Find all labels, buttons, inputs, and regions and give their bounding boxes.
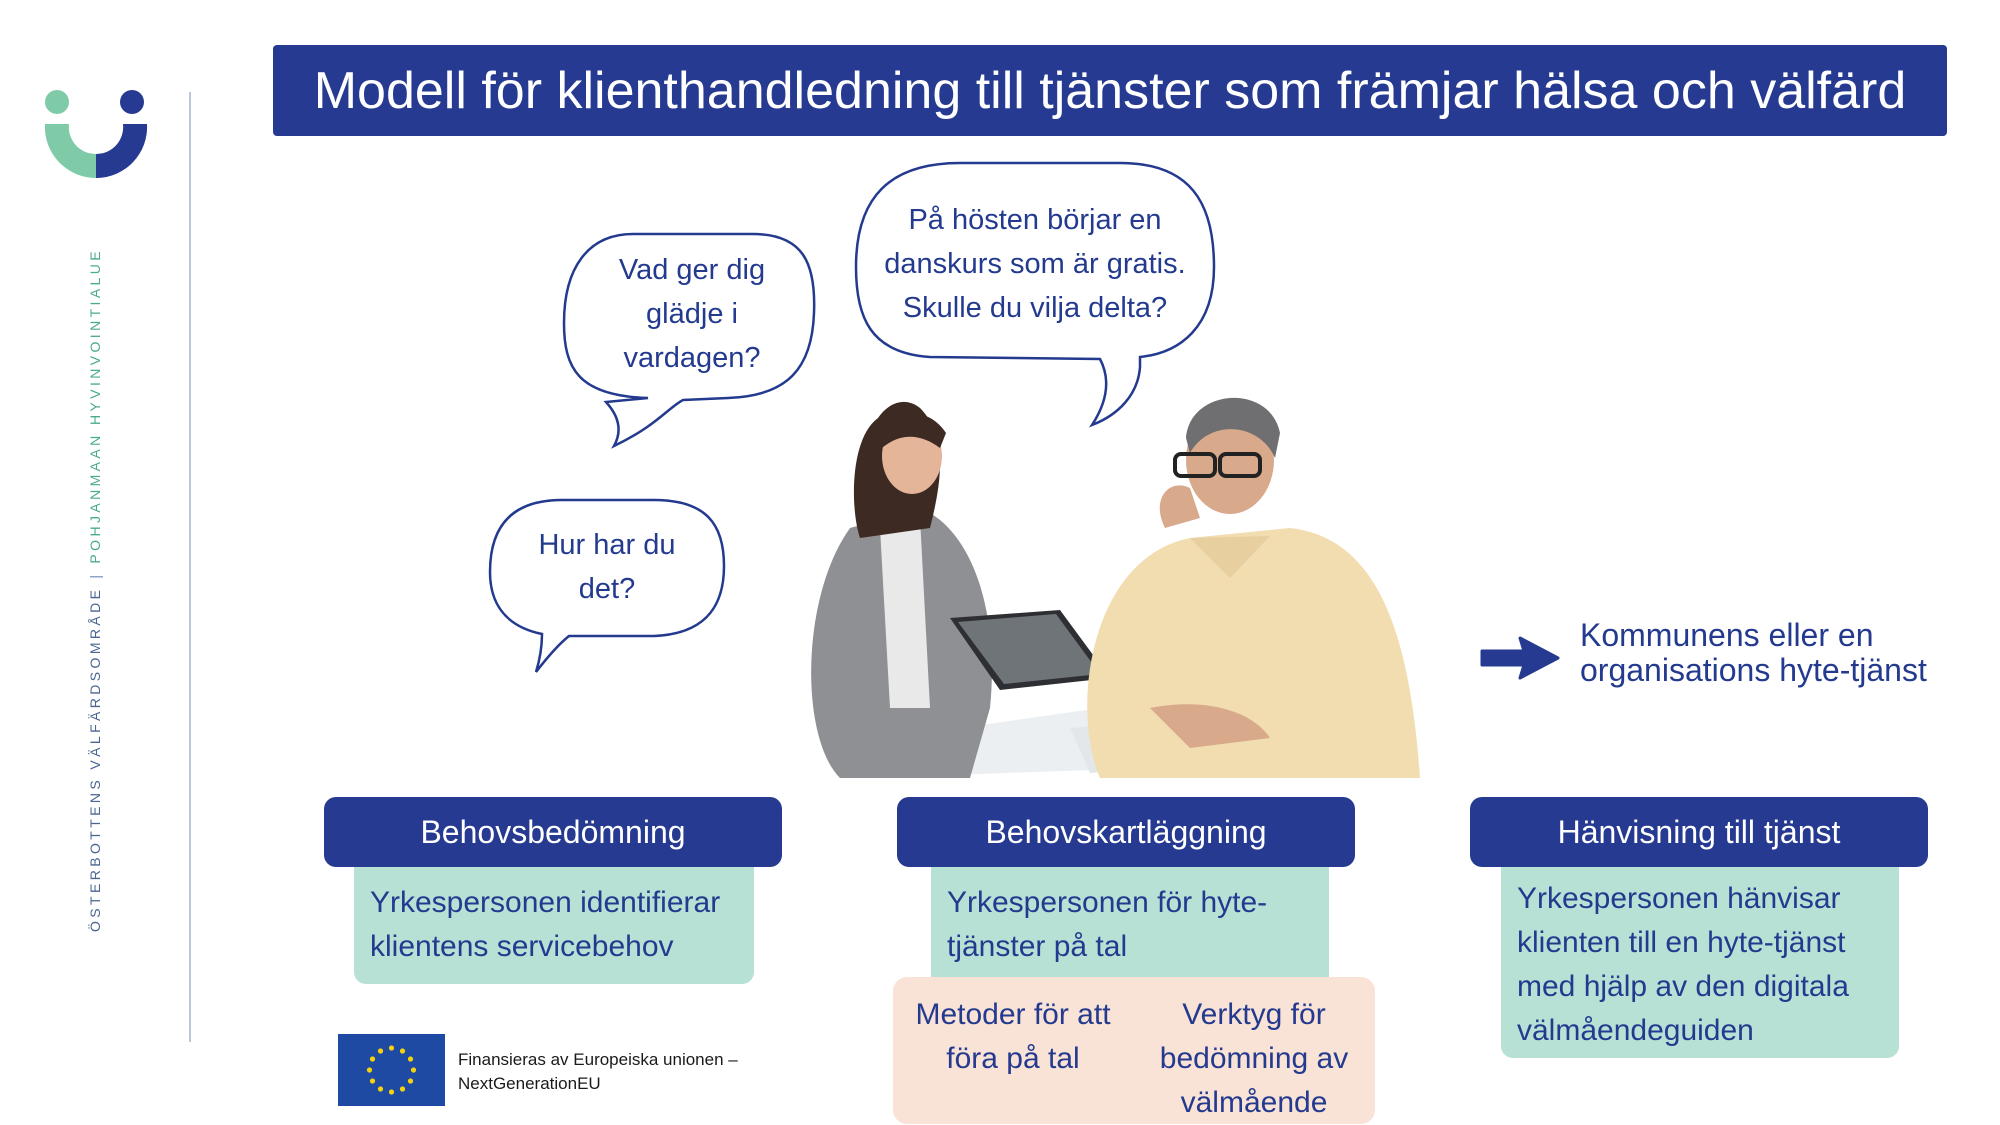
logo-dot-navy (120, 90, 144, 114)
step-line: klienten till en hyte-tjänst (1517, 926, 1846, 959)
brand-name-fi: POHJANMAAN HYVINVOINTIALUE (87, 248, 103, 564)
step-line: Yrkespersonen identifierar (370, 886, 721, 919)
step-line: Yrkespersonen för hyte- (947, 886, 1268, 919)
step-line: klientens servicebehov (370, 930, 674, 963)
bubble-line: Vad ger dig (618, 254, 766, 286)
eu-flag-icon (338, 1034, 445, 1106)
step-3-header: Hänvisning till tjänst (1470, 797, 1928, 867)
bubble-line: vardagen? (623, 342, 761, 374)
logo-smile-green (45, 124, 96, 178)
referral-line: organisations hyte-tjänst (1580, 652, 1927, 688)
funding-text (458, 1048, 758, 1096)
side-divider (189, 92, 191, 1042)
bubble-line: Hur har du (538, 529, 676, 561)
logo-smile-navy (96, 124, 147, 178)
step-2-methods-box (893, 977, 1375, 1124)
side-brand-text (87, 240, 107, 940)
brand-name-sv: ÖSTERBOTTENS VÄLFÄRDSOMRÅDE (87, 586, 103, 933)
funding-line: Finansieras av Europeiska unionen – (458, 1050, 738, 1069)
bubble-line: På hösten börjar en (908, 204, 1162, 236)
bubble-dans-text (862, 198, 1208, 330)
step-2-description (931, 867, 1329, 979)
methods-line: bedömning av (1159, 1042, 1349, 1075)
bubble-hur-text (496, 523, 718, 611)
step-line: tjänster på tal (947, 930, 1128, 963)
photo-consultation (770, 378, 1446, 778)
methods-col-right (1133, 993, 1375, 1125)
bubble-line: glädje i (646, 298, 738, 330)
brand-separator: | (87, 571, 103, 579)
step-2-header: Behovskartläggning (897, 797, 1355, 867)
title-bar (273, 45, 1947, 136)
step-3-description (1501, 867, 1899, 1058)
logo (40, 88, 152, 183)
methods-line: välmående (1180, 1086, 1328, 1119)
methods-line: Verktyg för (1182, 998, 1326, 1031)
referral-line: Kommunens eller en (1580, 617, 1874, 653)
funding-line: NextGenerationEU (458, 1074, 601, 1093)
bubble-line: Skulle du vilja delta? (902, 292, 1168, 324)
arrow-right-icon (1480, 634, 1560, 682)
step-line: Yrkespersonen hänvisar (1517, 882, 1841, 915)
referral-target-text (1580, 618, 1960, 688)
page-title: Modell för klienthandledning till tjänster som främjar hälsa och välfärd (313, 61, 1907, 120)
step-line: med hjälp av den digitala (1517, 970, 1849, 1003)
methods-col-left (893, 993, 1133, 1081)
bubble-line: det? (578, 573, 636, 605)
bubble-line: danskurs som är gratis. (884, 248, 1186, 280)
logo-dot-green (45, 90, 69, 114)
step-line: välmåendeguiden (1517, 1014, 1754, 1047)
step-1-description (354, 867, 754, 984)
methods-line: föra på tal (946, 1042, 1080, 1075)
step-1-header: Behovsbedömning (324, 797, 782, 867)
bubble-glad-text (578, 248, 806, 380)
methods-line: Metoder för att (915, 998, 1111, 1031)
